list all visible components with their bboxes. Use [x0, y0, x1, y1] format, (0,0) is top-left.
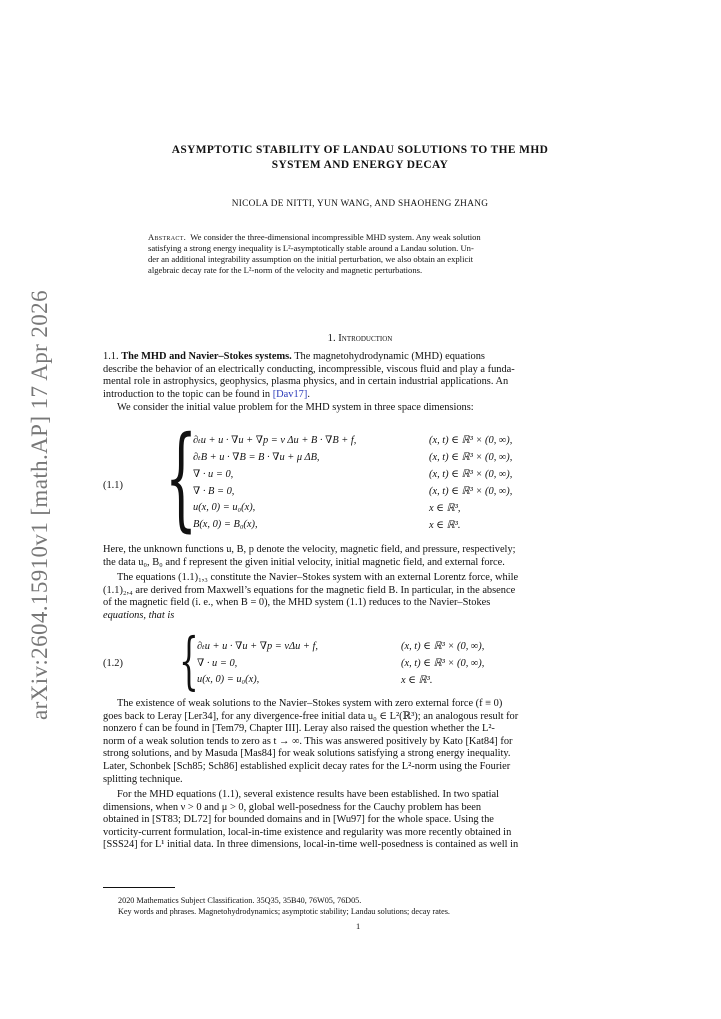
equation-row: u(x, 0) = u₀(x),	[193, 502, 256, 513]
equation-domain: x ∈ ℝ³.	[429, 520, 461, 531]
abstract	[148, 232, 574, 276]
left-brace: {	[165, 413, 198, 543]
page-number: 1	[356, 922, 361, 931]
author-list: NICOLA DE NITTI, YUN WANG, AND SHAOHENG ZHANG	[231, 199, 489, 209]
subsection-number: 1.1.	[103, 351, 119, 362]
intro-paragraph-5: The existence of weak solutions to the Navier–Stokes system with zero external force (f ≡ 0) goes back to Leray [Ler34], for any divergence-free initial data u₀ ∈ L²(ℝ³); an analogous result for nonzero f can be found in [Tem79, Chapter III]. Leray also raised the question whether the L²- norm of a weak solution tends to zero as t → ∞. This was answered positively by Kato [Kat84] for strong solutions, and by Masuda [Mas84] for weak solutions satisfying a strong energy inequality. Later, Schonbek [Sch85; Sch86] established explicit decay rates for the L²-norm using the Fourier splitting technique.	[103, 698, 519, 785]
intro-paragraph-6: For the MHD equations (1.1), several existence results have been established. In two spatial dimensions, when ν > 0 and μ > 0, global well-posedness for the Cauchy problem has been obtained in [ST83; DL72] for bounded domains and in [Wu97] for the whole space. Using the vorticity-current formulation, local-in-time existence and regularity was more recently obtained in [SSS24] for L¹ initial data. In three dimensions, local-in-time well-posedness is contained as well in	[103, 789, 519, 851]
equation-row: u(x, 0) = u₀(x),	[197, 674, 260, 685]
equation-domain: (x, t) ∈ ℝ³ × (0, ∞),	[401, 658, 485, 669]
equation-domain: (x, t) ∈ ℝ³ × (0, ∞),	[429, 486, 513, 497]
equation-domain: (x, t) ∈ ℝ³ × (0, ∞),	[429, 452, 513, 463]
intro-paragraph-1: 1.1. The MHD and Navier–Stokes systems. The magnetohydrodynamic (MHD) equations describe the behavior of an electrically conducting, incompressible, viscous fluid and play a funda- mental role in astrophysics, geophysics, plasma physics, and in certain industrial applications. An introduction to the topic can be found in [Dav17].	[103, 351, 515, 400]
section-title: Introduction	[338, 333, 393, 344]
footnote-keywords: Key words and phrases. Magnetohydrodynamics; asymptotic stability; Landau solutions; decay rates.	[118, 907, 450, 916]
arxiv-identifier: arXiv:2604.15910v1 [math.AP] 17 Apr 2026	[27, 290, 52, 720]
section-heading	[100, 333, 620, 344]
section-number: 1.	[327, 333, 336, 344]
intro-paragraph-3: Here, the unknown functions u, B, p denote the velocity, magnetic field, and pressure, respectively; the data u₀, B₀ and f represent the given initial velocity, initial magnetic field, and external force.	[103, 544, 516, 568]
equation-domain: (x, t) ∈ ℝ³ × (0, ∞),	[429, 435, 513, 446]
abstract-line-3: der an additional integrability assumption on the initial perturbation, we also obtain an explicit	[148, 254, 474, 264]
equation-domain: (x, t) ∈ ℝ³ × (0, ∞),	[429, 469, 513, 480]
abstract-line-1: Abstract. We consider the three-dimensional incompressible MHD system. Any weak solution	[148, 232, 481, 242]
equation-row: ∂ₜB + u · ∇B = B · ∇u + μ ΔB,	[193, 452, 320, 463]
equation-domain: (x, t) ∈ ℝ³ × (0, ∞),	[401, 641, 485, 652]
equation-label: (1.2)	[103, 658, 123, 669]
equation-row: ∇ · u = 0,	[197, 658, 238, 669]
intro-paragraph-4: The equations (1.1)₁,₃ constitute the Navier–Stokes system with an external Lorentz force, while (1.1)₂,₄ are derived from Maxwell’s equations for the magnetic field B. In particular, in the absence of the magnetic field (i. e., when B = 0), the MHD system (1.1) reduces to the Navier–Stokes equations, that is	[103, 572, 519, 621]
title-line-1: ASYMPTOTIC STABILITY OF LANDAU SOLUTIONS TO THE MHD	[171, 144, 549, 156]
footnote-msc: 2020 Mathematics Subject Classification. 35Q35, 35B40, 76W05, 76D05.	[118, 896, 362, 905]
intro-paragraph-2: We consider the initial value problem for the MHD system in three space dimensions:	[117, 402, 474, 413]
equation-row: B(x, 0) = B₀(x),	[193, 519, 258, 530]
paper-title	[100, 143, 620, 173]
left-brace: {	[179, 624, 199, 697]
equation-1-2	[103, 624, 618, 697]
equation-row: ∇ · B = 0,	[193, 486, 235, 497]
equation-domain: x ∈ ℝ³,	[429, 503, 461, 514]
equation-row: ∂ₜu + u · ∇u + ∇p = ν Δu + B · ∇B + f,	[193, 435, 357, 446]
equation-1-1	[103, 413, 618, 543]
subsection-title: The MHD and Navier–Stokes systems.	[121, 351, 292, 362]
abstract-label: Abstract.	[148, 232, 187, 242]
equation-domain: x ∈ ℝ³.	[401, 675, 433, 686]
abstract-line-2: satisfying a strong energy inequality is L²-asymptotically stable around a Landau solution. Un-	[148, 243, 474, 253]
citation-link[interactable]: [Dav17]	[272, 388, 308, 400]
arxiv-side-stamp	[18, 255, 62, 755]
abstract-line-4: algebraic decay rate for the L²-norm of the velocity and magnetic perturbations.	[148, 265, 423, 275]
footnote-rule	[103, 887, 175, 888]
title-line-2: SYSTEM AND ENERGY DECAY	[271, 159, 449, 171]
equation-label: (1.1)	[103, 480, 123, 491]
equation-row: ∇ · u = 0,	[193, 469, 234, 480]
equation-row: ∂ₜu + u · ∇u + ∇p = νΔu + f,	[197, 641, 318, 652]
